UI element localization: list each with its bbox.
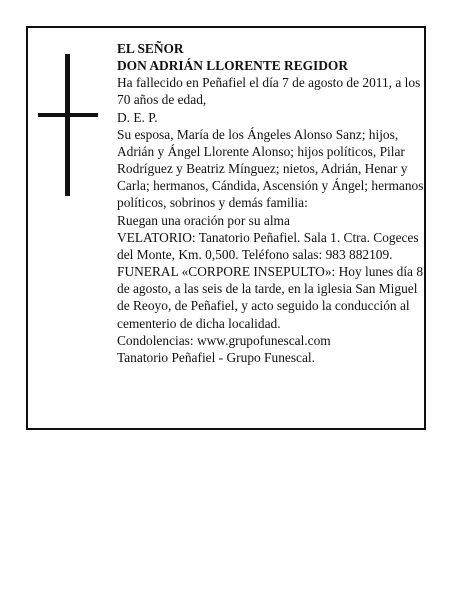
prayer-request: Ruegan una oración por su alma	[117, 212, 290, 228]
condolences-link: Condolencias: www.grupofunescal.com	[117, 332, 331, 348]
title-line-1: EL SEÑOR	[117, 41, 184, 56]
deceased-name: DON ADRIÁN LLORENTE REGIDOR	[117, 58, 349, 74]
cross-icon	[38, 54, 98, 196]
funeral-home: Tanatorio Peñafiel - Grupo Funescal.	[117, 349, 316, 365]
wake-info: VELATORIO: Tanatorio Peñafiel. Sala 1. Ctra. Cogeces del Monte, Km. 0,500. Teléfono salas: 983 882109.	[117, 229, 419, 262]
funeral-info: FUNERAL «CORPORE INSEPULTO»: Hoy lunes día 8 de agosto, a las seis de la tarde, en la iglesia San Miguel de Reoyo, de Peñafiel, y acto seguido la conducción al cementerio de dicha localidad.	[117, 264, 424, 331]
cross-horizontal-bar	[38, 113, 98, 117]
rip-line: D. E. P.	[117, 109, 158, 125]
family-list: Su esposa, María de los Ángeles Alonso Sanz; hijos, Adrián y Ángel Llorente Alonso; hijos políticos, Pilar Rodríguez y Beatriz Mínguez; nietos, Adrián, Henar y Carla; hermanos, Cándida, Ascensión y Ángel; hermanos políticos, sobrinos y demás familia:	[117, 126, 424, 211]
cross-vertical-bar	[65, 54, 70, 196]
obituary-text	[117, 40, 433, 366]
obituary-notice	[26, 26, 426, 430]
death-announcement: Ha fallecido en Peñafiel el día 7 de agosto de 2011, a los 70 años de edad,	[117, 75, 421, 108]
